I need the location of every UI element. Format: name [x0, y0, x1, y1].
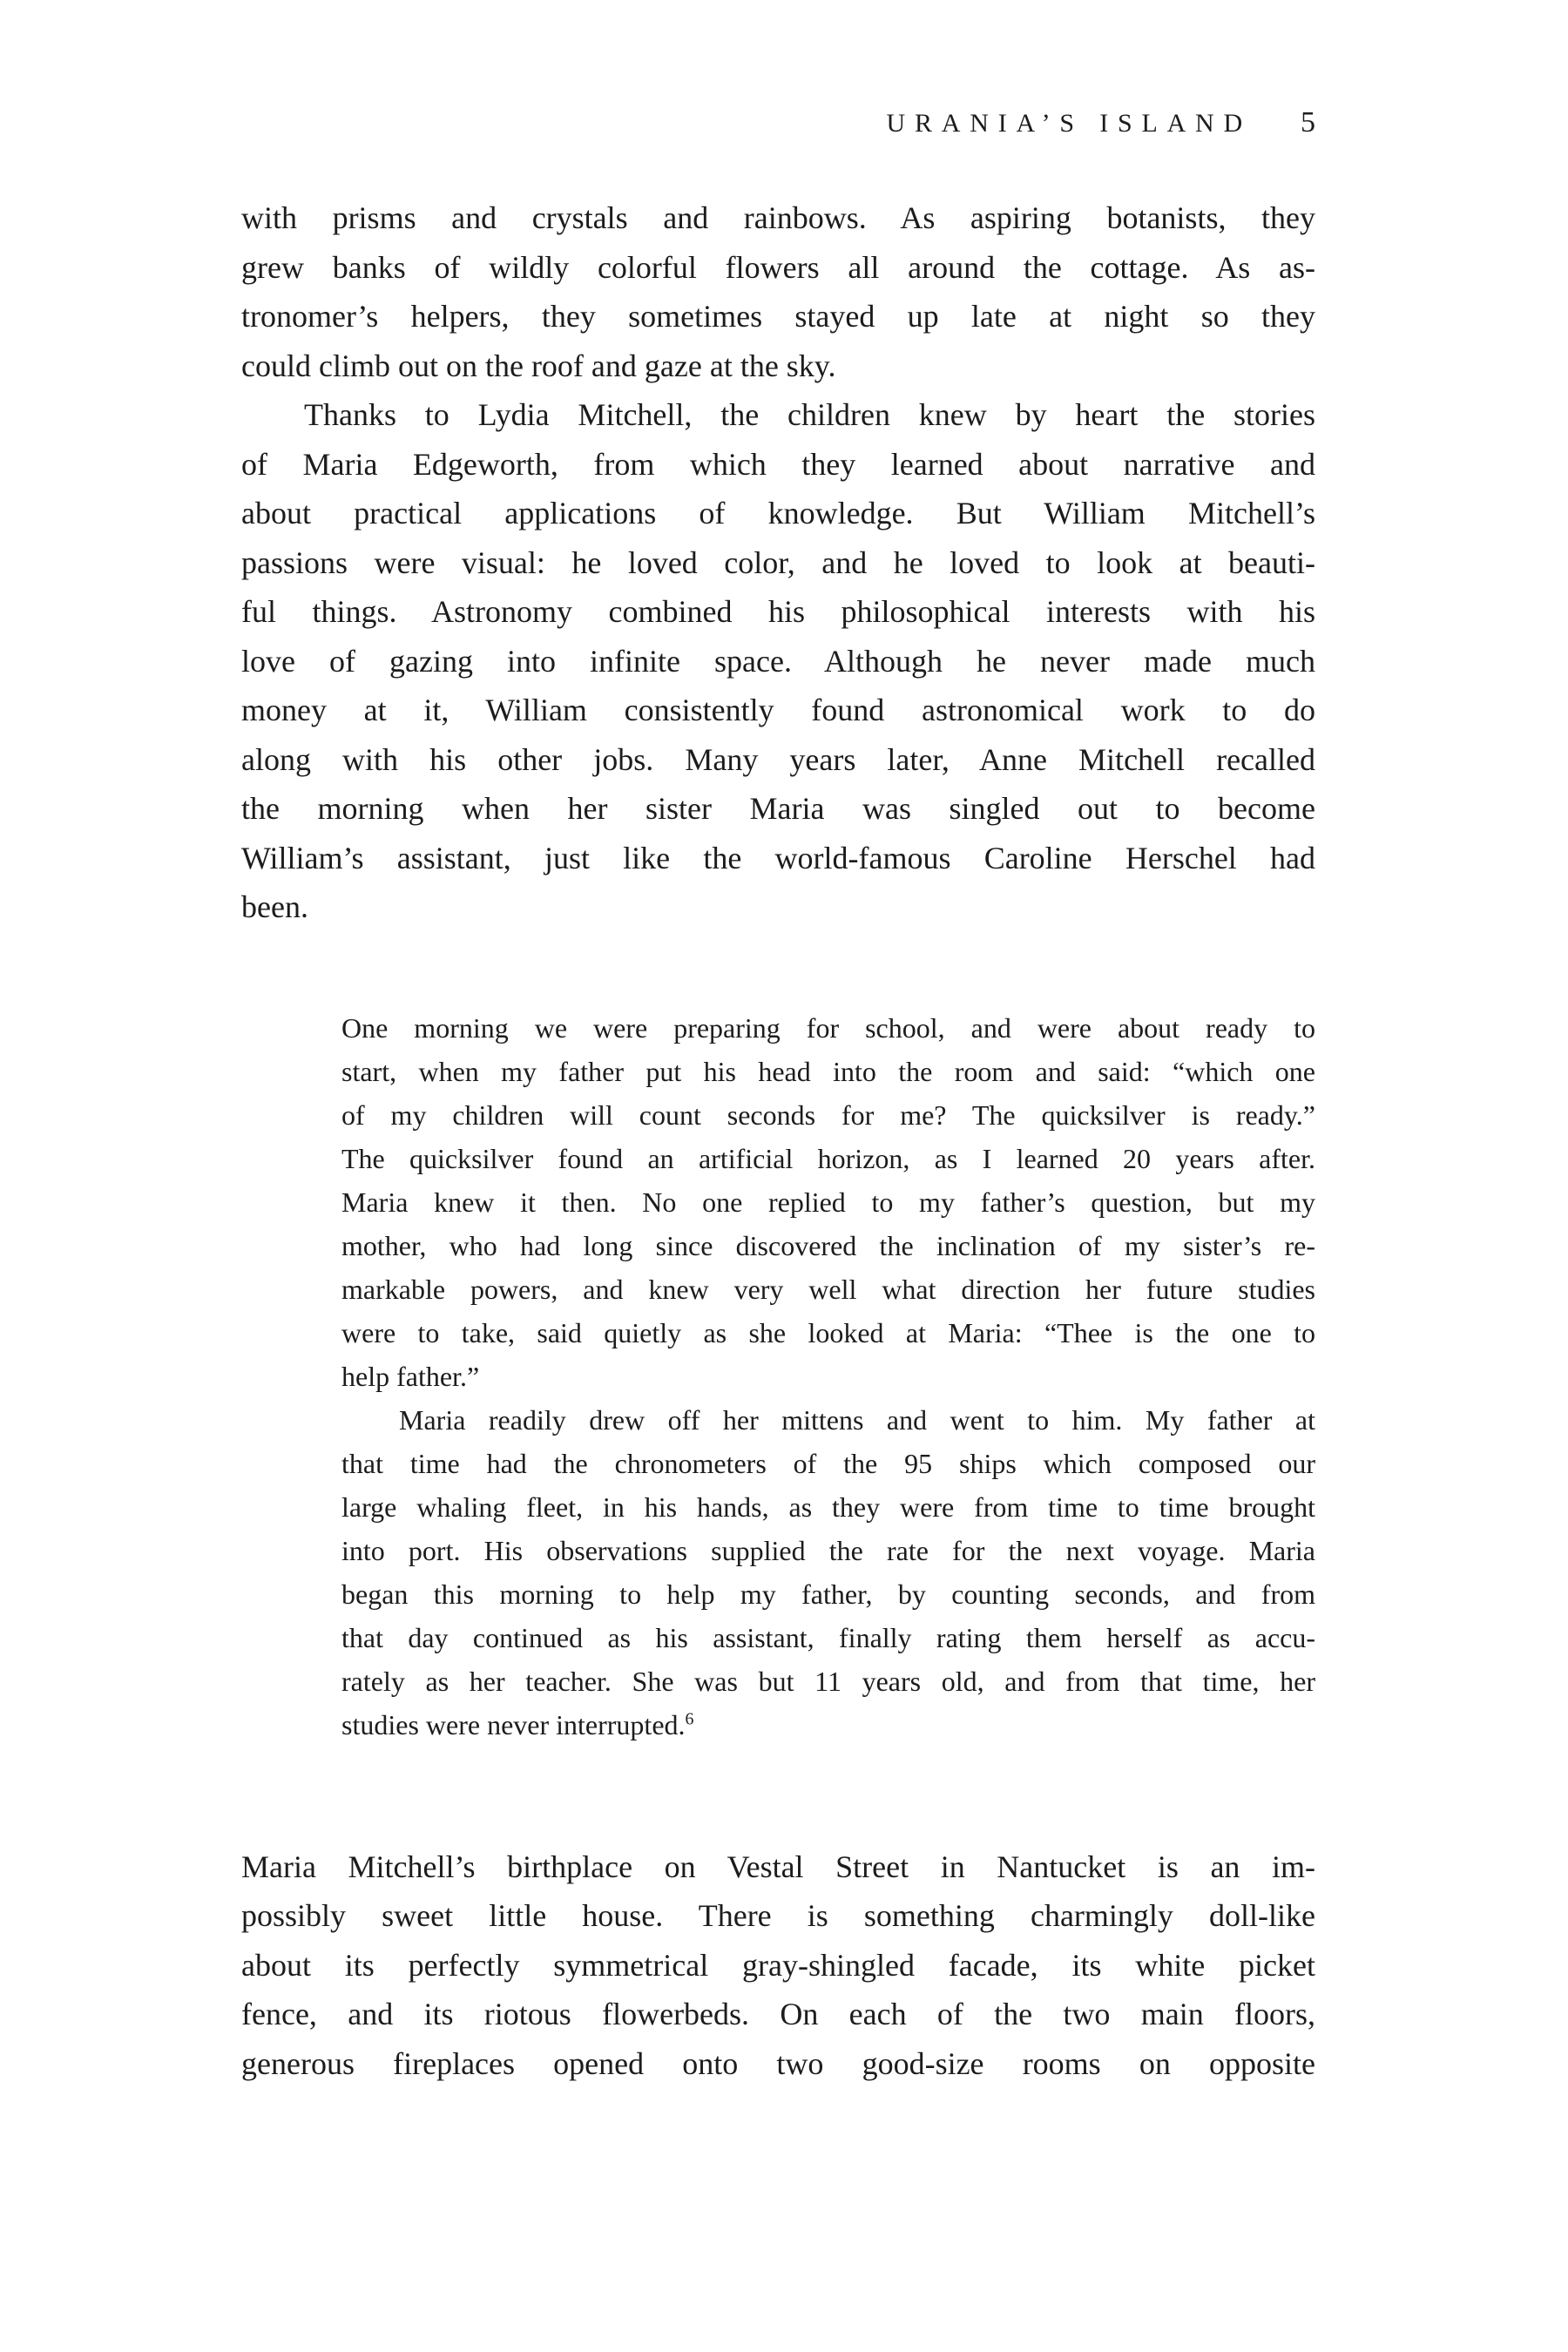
text-line: Maria Mitchell’s birthplace on Vestal Street in Nantucket is an im-	[241, 1848, 1315, 1884]
block-quote	[341, 1006, 1315, 1747]
text-line: love of gazing into infinite space. Although he never made much	[241, 643, 1315, 679]
text-line: been.	[241, 889, 308, 924]
text-line: Thanks to Lydia Mitchell, the children knew by heart the stories	[304, 397, 1315, 432]
quote-paragraph	[341, 1398, 1315, 1747]
quote-paragraph	[341, 1006, 1315, 1398]
text-line: grew banks of wildly colorful flowers all around the cottage. As as-	[241, 249, 1315, 285]
text-line: along with his other jobs. Many years later, Anne Mitchell recalled	[241, 741, 1315, 777]
text-line: could climb out on the roof and gaze at the sky.	[241, 348, 836, 383]
text-line: of my children will count seconds for me? The quicksilver is ready.”	[341, 1098, 1315, 1131]
footnote-marker: 6	[685, 1708, 694, 1728]
text-line: money at it, William consistently found astronomical work to do	[241, 693, 1315, 727]
text-line: rately as her teacher. She was but 11 years old, and from that time, her	[341, 1665, 1315, 1697]
text-line: large whaling fleet, in his hands, as they were from time to time brought	[341, 1490, 1315, 1523]
text-line: tronomer’s helpers, they sometimes stayed up late at night so they	[241, 299, 1315, 334]
page-header	[241, 106, 1315, 139]
text-line: were to take, said quietly as she looked at Maria: “Thee is the one to	[341, 1316, 1315, 1348]
text-line: One morning we were preparing for school, and were about ready to	[341, 1011, 1315, 1044]
running-head: URANIA’S ISLAND	[886, 109, 1252, 138]
text-line: Maria readily drew off her mittens and went to him. My father at	[399, 1403, 1315, 1436]
text-line: of Maria Edgeworth, from which they learned about narrative and	[241, 446, 1315, 482]
text-body	[241, 193, 1315, 2088]
text-line: the morning when her sister Maria was singled out to become	[241, 791, 1315, 826]
text-line: William’s assistant, just like the world-famous Caroline Herschel had	[241, 840, 1315, 875]
text-line: generous fireplaces opened onto two good-size rooms on opposite	[241, 2045, 1315, 2081]
text-line: that time had the chronometers of the 95 ships which composed our	[341, 1447, 1315, 1479]
text-line: mother, who had long since discovered the inclination of my sister’s re-	[341, 1229, 1315, 1261]
text-line: start, when my father put his head into the room and said: “which one	[341, 1055, 1315, 1087]
text-line: with prisms and crystals and rainbows. As aspiring botanists, they	[241, 200, 1315, 235]
text-line: ful things. Astronomy combined his philosophical interests with his	[241, 594, 1315, 629]
text-line: began this morning to help my father, by counting seconds, and from	[341, 1578, 1315, 1610]
text-line: that day continued as his assistant, finally rating them herself as accu-	[341, 1621, 1315, 1653]
text-line: fence, and its riotous flowerbeds. On each of the two main floors,	[241, 1997, 1315, 2031]
text-line: Maria knew it then. No one replied to my father’s question, but my	[341, 1186, 1315, 1218]
text-line: into port. His observations supplied the rate for the next voyage. Maria	[341, 1534, 1315, 1566]
text-line: studies were never interrupted.$^6$	[341, 1708, 694, 1740]
body-paragraph	[241, 390, 1315, 932]
text-line: possibly sweet little house. There is something charmingly doll-like	[241, 1898, 1315, 1933]
body-paragraph	[241, 193, 1315, 390]
text-line: about its perfectly symmetrical gray-shingled facade, its white picket	[241, 1947, 1315, 1983]
text-line: help father.”	[341, 1360, 480, 1392]
body-paragraph	[241, 1842, 1315, 2089]
text-line: markable powers, and knew very well what direction her future studies	[341, 1273, 1315, 1305]
page-number: 5	[1301, 106, 1315, 139]
text-line: The quicksilver found an artificial horizon, as I learned 20 years after.	[341, 1142, 1315, 1174]
text-line: about practical applications of knowledge. But William Mitchell’s	[241, 496, 1315, 531]
text-line: passions were visual: he loved color, and he loved to look at beauti-	[241, 544, 1315, 580]
